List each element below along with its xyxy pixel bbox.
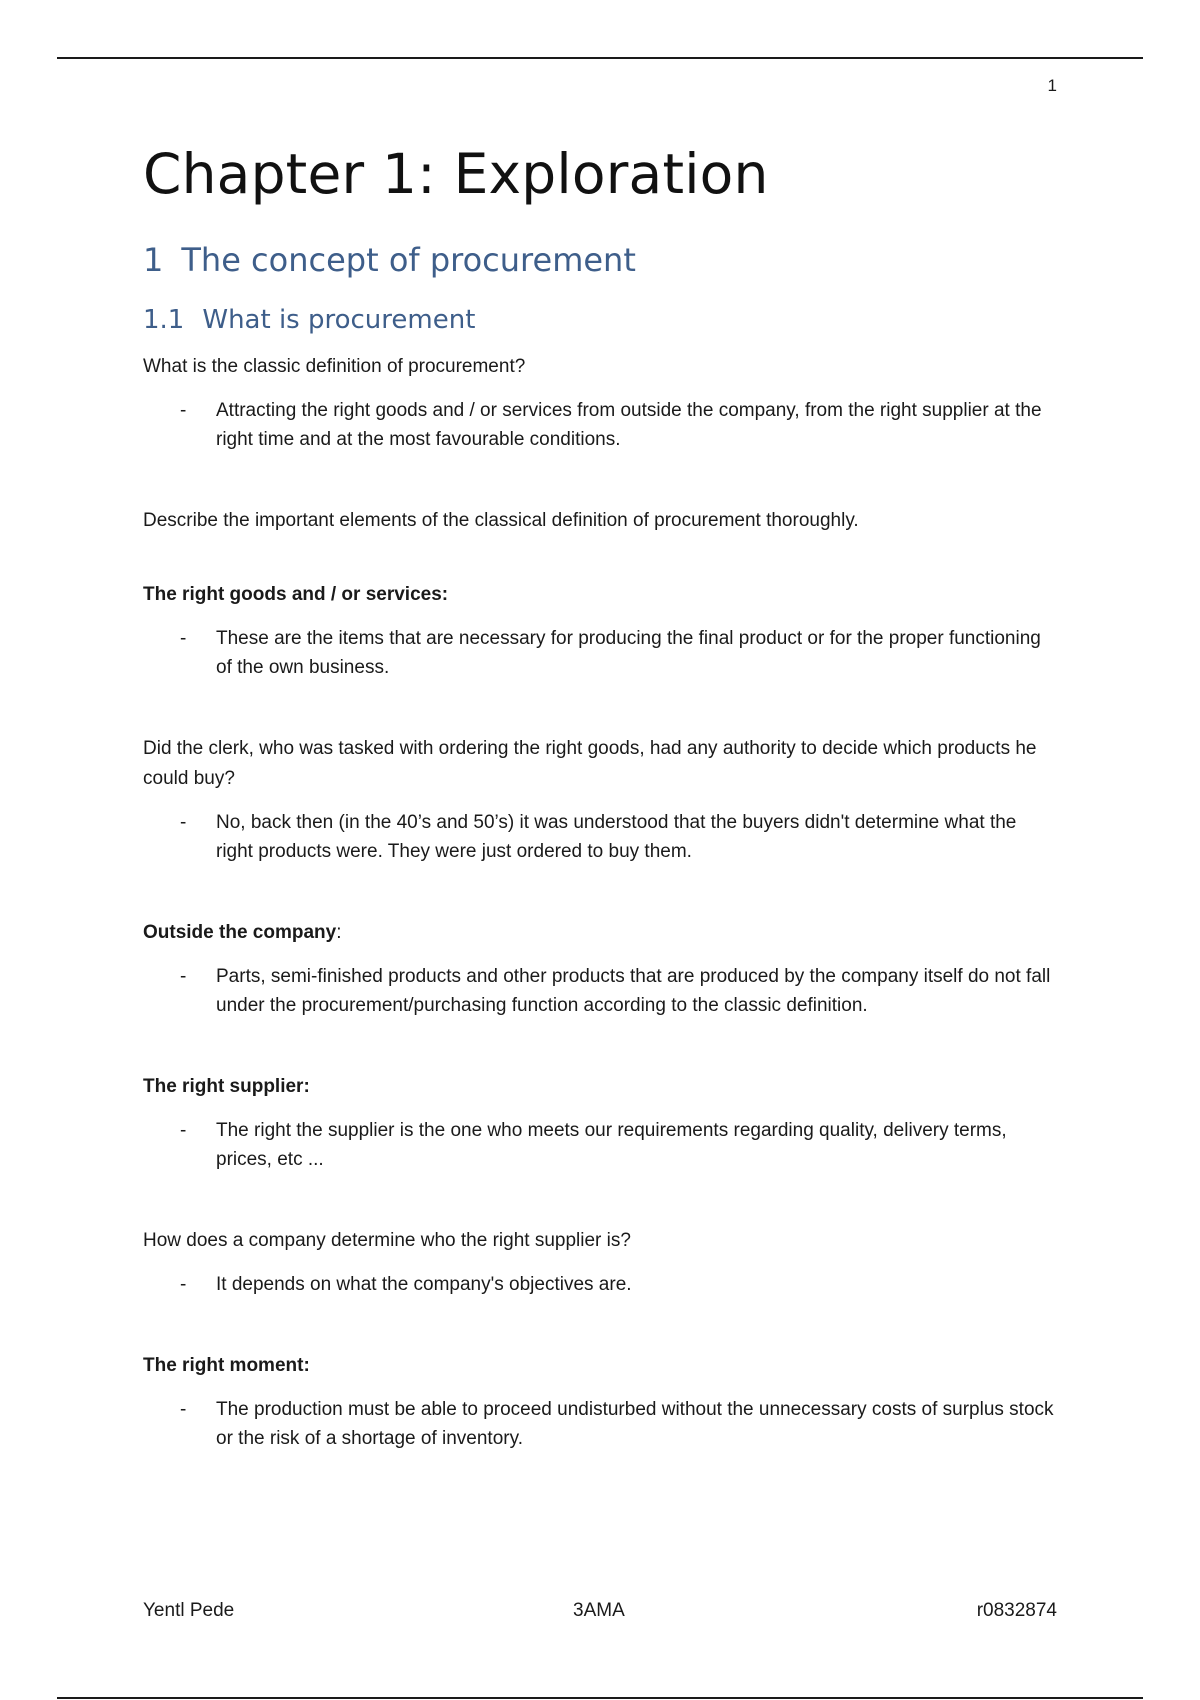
bullet-text: These are the items that are necessary for producing the final product or for the proper functioning of the own business. (216, 628, 1041, 678)
bullet-item (143, 396, 1057, 454)
header-rule (57, 57, 1143, 59)
page-number: 1 (1047, 76, 1057, 95)
section-heading (143, 238, 1057, 282)
footer-student-id: r0832874 (976, 1600, 1057, 1621)
bullet-item (143, 624, 1057, 682)
question-paragraph: Describe the important elements of the classical definition of procurement thoroughly. (143, 510, 859, 531)
element-heading: The right supplier: (143, 1076, 310, 1097)
subsection-title: What is procurement (202, 305, 476, 335)
chapter-title: Chapter 1: Exploration (143, 142, 769, 206)
document-body (143, 138, 1057, 1467)
bullet-dash: - (180, 812, 187, 833)
bullet-item (143, 1270, 1057, 1299)
bullet-item (143, 1116, 1057, 1174)
subsection-number: 1.1 (143, 305, 185, 335)
bullet-text: Parts, semi-finished products and other products that are produced by the company itself do not fall under the procurement/purchasing function according to the classic definition. (216, 966, 1051, 1016)
section-number: 1 (143, 241, 164, 279)
element-heading-colon: : (336, 922, 342, 943)
question-paragraph: How does a company determine who the right supplier is? (143, 1230, 631, 1251)
bullet-text: It depends on what the company's objectives are. (216, 1274, 632, 1295)
bullet-dash: - (180, 400, 187, 421)
bullet-dash: - (180, 1120, 187, 1141)
page-footer (143, 1600, 1057, 1630)
bullet-text: No, back then (in the 40’s and 50’s) it was understood that the buyers didn't determine what the right products were. They were just ordered to buy them. (216, 812, 1017, 862)
bullet-text: The right the supplier is the one who meets our requirements regarding quality, delivery terms, prices, etc ... (216, 1120, 1007, 1170)
element-heading: The right goods and / or services: (143, 584, 449, 605)
question-paragraph: Did the clerk, who was tasked with ordering the right goods, had any authority to decide which products he could buy? (143, 738, 1037, 789)
bullet-dash: - (180, 1274, 187, 1295)
bullet-dash: - (180, 1399, 187, 1420)
bullet-dash: - (180, 966, 187, 987)
section-title: The concept of procurement (181, 241, 636, 279)
bullet-text: Attracting the right goods and / or services from outside the company, from the right supplier at the right time and at the most favourable conditions. (216, 400, 1042, 450)
subsection-heading (143, 302, 1057, 338)
footer-author: Yentl Pede (143, 1600, 235, 1621)
element-heading-text: Outside the company (143, 922, 337, 943)
bullet-dash: - (180, 628, 187, 649)
footer-class: 3AMA (573, 1600, 625, 1621)
bullet-item (143, 808, 1057, 866)
bullet-text: The production must be able to proceed undisturbed without the unnecessary costs of surplus stock or the risk of a shortage of inventory. (216, 1399, 1054, 1449)
bullet-item (143, 962, 1057, 1020)
element-heading: The right moment: (143, 1355, 310, 1376)
footer-rule (57, 1697, 1143, 1699)
question-paragraph: What is the classic definition of procurement? (143, 356, 526, 377)
bullet-item (143, 1395, 1057, 1453)
element-heading (143, 918, 1057, 948)
